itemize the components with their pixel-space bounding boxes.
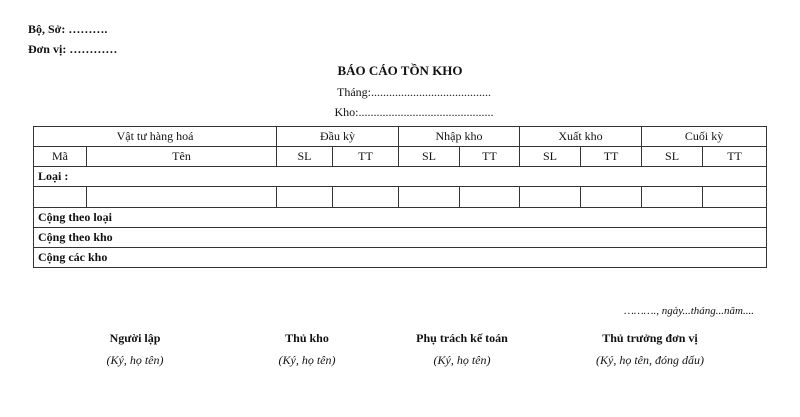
signature-director: [570, 331, 730, 368]
type-row: [34, 167, 767, 187]
signature-title: Người lập: [109, 331, 161, 345]
col-closing-value: TT: [703, 147, 767, 167]
col-group-goods: Vật tư hàng hoá: [34, 127, 277, 147]
table-row: [34, 187, 767, 208]
month-line: Tháng:........................................: [337, 85, 491, 99]
report-title: BÁO CÁO TỒN KHO: [337, 63, 463, 78]
table-cell: [34, 187, 87, 208]
total-by-warehouse-label: Cộng theo kho: [34, 228, 767, 248]
signature-title: Thủ trưởng đơn vị: [602, 331, 698, 345]
col-import-value: TT: [460, 147, 520, 167]
signature-title: Phụ trách kế toán: [416, 331, 508, 345]
ministry-label: Bộ, Sở: ……….: [28, 22, 108, 36]
group-header-row: [34, 127, 767, 147]
table-cell: [581, 187, 642, 208]
sub-header-row: [34, 147, 767, 167]
signature-note: (Ký, họ tên, đóng dấu): [596, 353, 704, 367]
total-by-type-row: [34, 208, 767, 228]
table-cell: [642, 187, 703, 208]
table-cell: [520, 187, 581, 208]
signature-preparer: [75, 331, 195, 368]
table-cell: [87, 187, 277, 208]
col-group-closing: Cuối kỳ: [642, 127, 767, 147]
table-cell: [333, 187, 399, 208]
total-by-type-label: Cộng theo loại: [34, 208, 767, 228]
col-opening-value: TT: [333, 147, 399, 167]
col-group-opening: Đầu kỳ: [277, 127, 399, 147]
table-cell: [277, 187, 333, 208]
warehouse-line: Kho:.............................................: [334, 105, 494, 119]
total-all-row: [34, 248, 767, 268]
table-cell: [703, 187, 767, 208]
inventory-table: [33, 126, 767, 268]
unit-label: Đơn vị: …………: [28, 42, 118, 56]
date-line: ………., ngày...tháng...năm....: [624, 305, 754, 317]
col-closing-qty: SL: [642, 147, 703, 167]
signature-note: (Ký, họ tên): [278, 353, 336, 367]
col-import-qty: SL: [399, 147, 460, 167]
signature-note: (Ký, họ tên): [106, 353, 164, 367]
table-cell: [399, 187, 460, 208]
col-group-export: Xuất kho: [520, 127, 642, 147]
col-export-qty: SL: [520, 147, 581, 167]
signature-title: Thủ kho: [285, 331, 329, 345]
signature-note: (Ký, họ tên): [433, 353, 491, 367]
col-code: Mã: [34, 147, 87, 167]
total-by-warehouse-row: [34, 228, 767, 248]
col-group-import: Nhập kho: [399, 127, 520, 147]
signature-accountant: [392, 331, 532, 368]
total-all-label: Cộng các kho: [34, 248, 767, 268]
signature-storekeeper: [247, 331, 367, 368]
type-label: Loại :: [34, 167, 767, 187]
table-cell: [460, 187, 520, 208]
col-name: Tên: [87, 147, 277, 167]
col-opening-qty: SL: [277, 147, 333, 167]
col-export-value: TT: [581, 147, 642, 167]
